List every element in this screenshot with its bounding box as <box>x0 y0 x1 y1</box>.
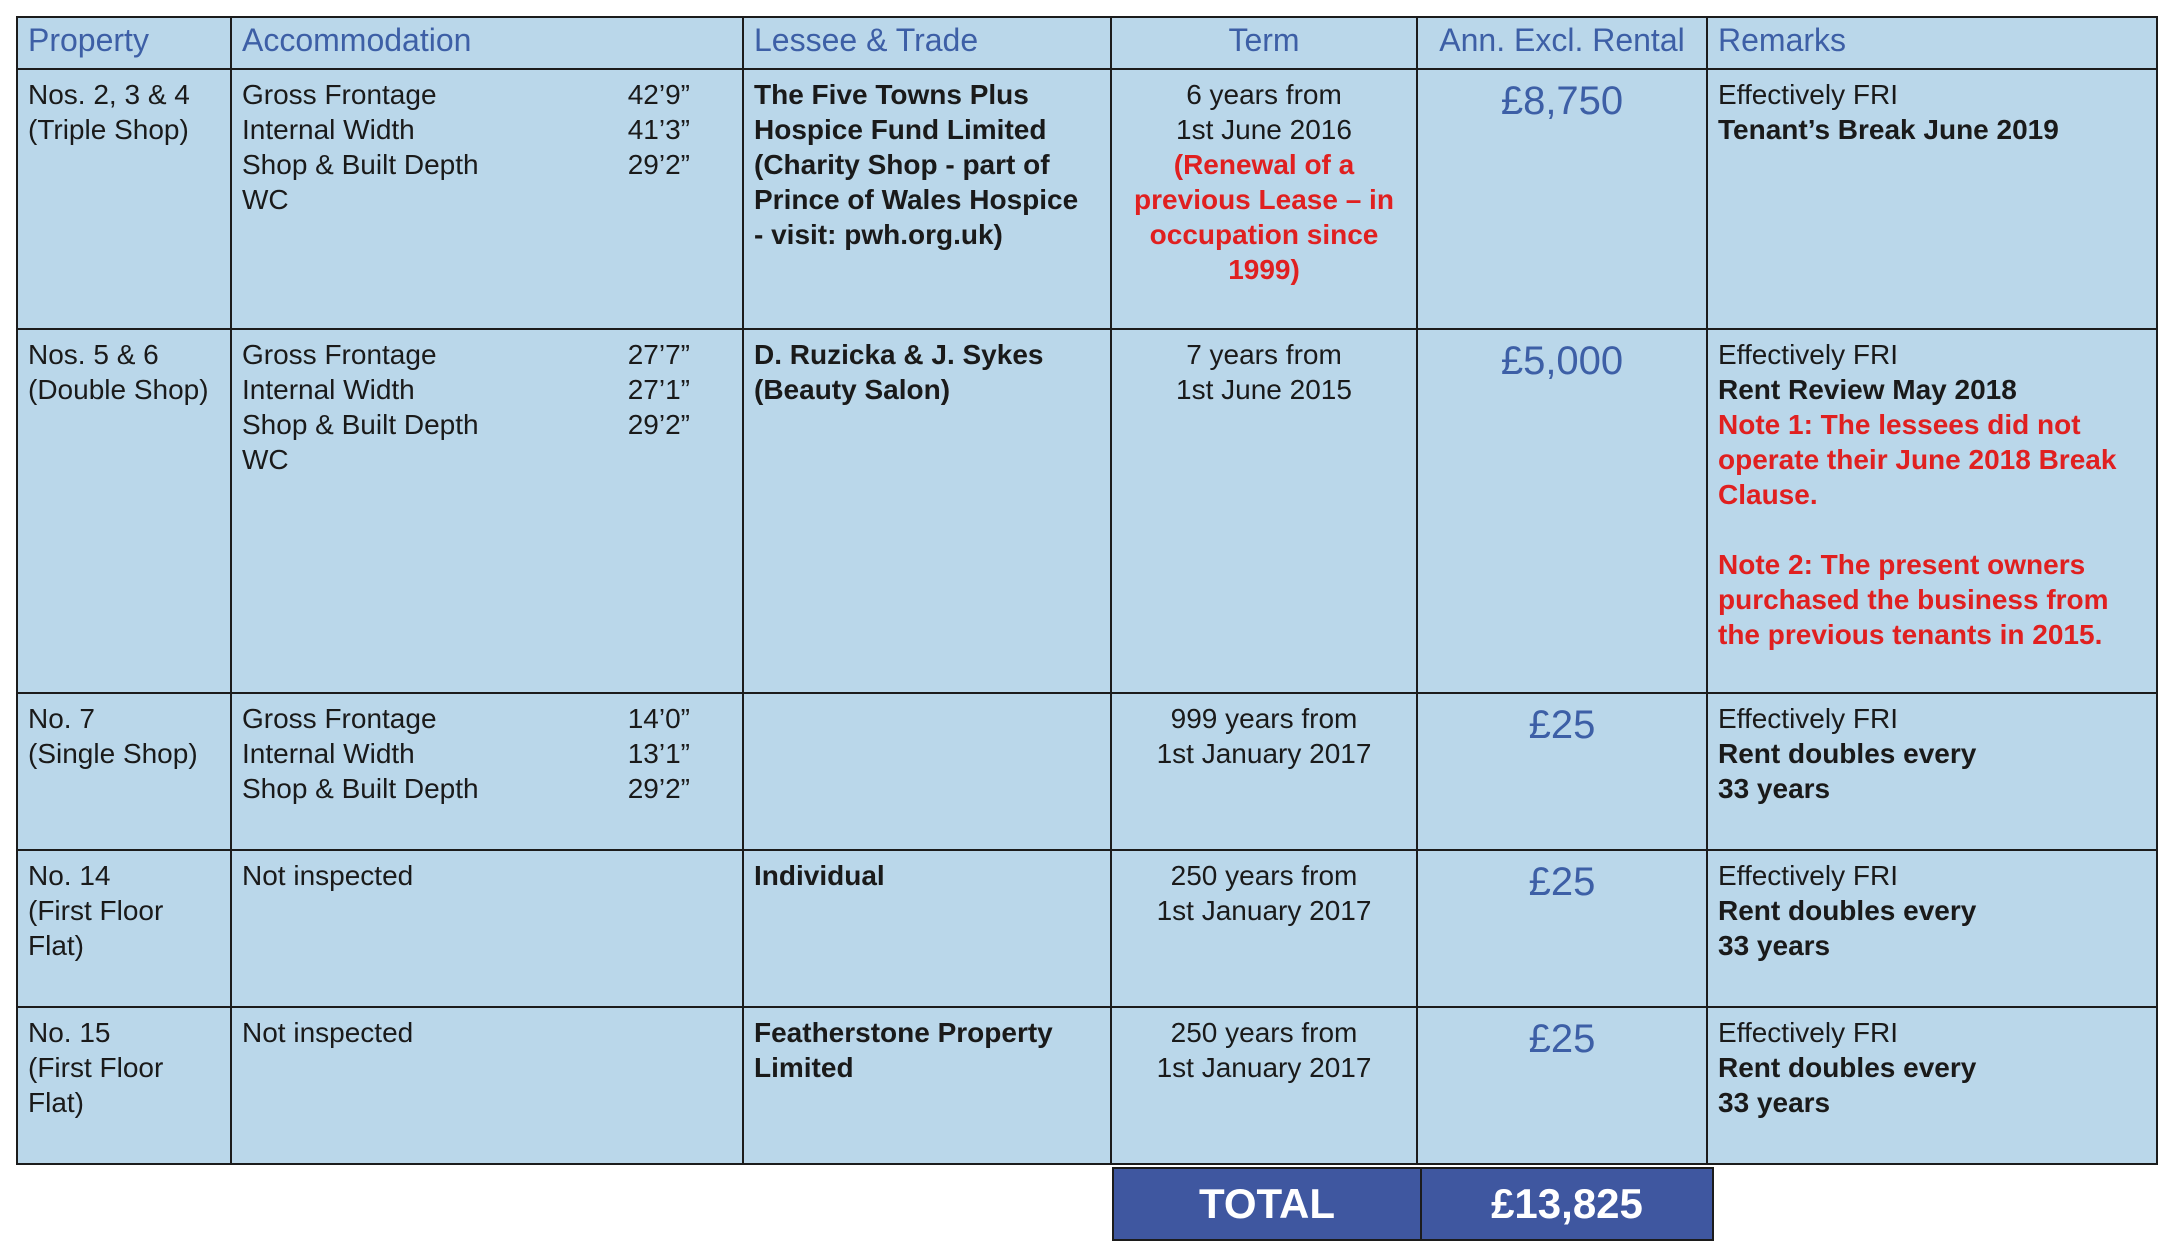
total-bar <box>1112 1167 1714 1241</box>
header-row <box>17 17 2157 69</box>
lessee-line: Featherstone Property <box>754 1017 1053 1048</box>
remarks-cell <box>1707 693 2157 850</box>
term-line: 7 years from <box>1186 339 1342 370</box>
remarks-plain: Effectively FRI <box>1718 339 1898 370</box>
remarks-bold: Rent doubles every <box>1718 738 1977 769</box>
rental-cell <box>1417 329 1707 693</box>
property-line: (First Floor <box>28 895 164 926</box>
property-cell <box>17 850 231 1007</box>
term-note-line: occupation since <box>1149 219 1379 250</box>
remarks-bold: 33 years <box>1718 773 1831 804</box>
lessee-line: (Charity Shop - part of <box>754 149 1050 180</box>
header-accommodation: Accommodation <box>231 17 743 69</box>
accommodation-cell <box>231 850 743 1007</box>
table-row <box>17 693 2157 850</box>
term-cell <box>1111 69 1417 329</box>
accommodation-label: WC <box>242 184 289 215</box>
rental-value: £5,000 <box>1500 339 1624 383</box>
remarks-bold: 33 years <box>1718 930 1831 961</box>
accommodation-label: Internal Width <box>242 738 415 769</box>
accommodation-item <box>242 736 732 771</box>
accommodation-cell <box>231 69 743 329</box>
remarks-bold: 33 years <box>1718 1087 1831 1118</box>
table-row <box>17 69 2157 329</box>
rental-cell <box>1417 69 1707 329</box>
rental-value: £25 <box>1528 860 1596 904</box>
accommodation-item <box>242 771 732 806</box>
table-row <box>17 329 2157 693</box>
note-line: operate their June 2018 Break <box>1718 444 2117 475</box>
accommodation-item <box>242 372 732 407</box>
remarks-bold: Rent doubles every <box>1718 1052 1977 1083</box>
property-line: (Double Shop) <box>28 374 209 405</box>
note-line: purchased the business from <box>1718 584 2109 615</box>
rental-cell <box>1417 1007 1707 1164</box>
tenancy-schedule-table <box>16 16 2158 1165</box>
accommodation-item <box>242 407 732 442</box>
lessee-cell <box>743 850 1111 1007</box>
header-property: Property <box>17 17 231 69</box>
accommodation-label: Shop & Built Depth <box>242 409 479 440</box>
accommodation-item <box>242 77 732 112</box>
note-line: the previous tenants in 2015. <box>1718 619 2103 650</box>
remarks-plain: Effectively FRI <box>1718 79 1898 110</box>
term-line: 1st January 2017 <box>1156 1052 1372 1083</box>
term-cell <box>1111 329 1417 693</box>
term-note-line: previous Lease – in <box>1134 184 1394 215</box>
note-line: Clause. <box>1718 479 1818 510</box>
accommodation-label: Gross Frontage <box>242 339 437 370</box>
accommodation-item <box>242 147 732 182</box>
accommodation-label: Shop & Built Depth <box>242 149 479 180</box>
term-line: 250 years from <box>1170 860 1358 891</box>
lessee-line: Hospice Fund Limited <box>754 114 1047 145</box>
property-line: (First Floor <box>28 1052 164 1083</box>
accommodation-item <box>242 858 732 893</box>
accommodation-value: 27’1” <box>627 374 690 405</box>
accommodation-cell <box>231 693 743 850</box>
property-cell <box>17 329 231 693</box>
accommodation-label: WC <box>242 444 289 475</box>
accommodation-label: Internal Width <box>242 374 415 405</box>
rental-cell <box>1417 693 1707 850</box>
accommodation-label: Internal Width <box>242 114 415 145</box>
accommodation-item <box>242 701 732 736</box>
rental-cell <box>1417 850 1707 1007</box>
term-line: 1st January 2017 <box>1156 895 1372 926</box>
accommodation-value: 29’2” <box>627 149 690 180</box>
lessee-line: The Five Towns Plus <box>754 79 1029 110</box>
property-cell <box>17 1007 231 1164</box>
header-rental: Ann. Excl. Rental <box>1417 17 1707 69</box>
term-note-line: (Renewal of a <box>1173 149 1355 180</box>
term-line: 1st June 2015 <box>1176 374 1352 405</box>
term-cell <box>1111 850 1417 1007</box>
accommodation-item <box>242 182 732 217</box>
remarks-bold: Rent Review May 2018 <box>1718 374 2017 405</box>
note-line: Note 2: The present owners <box>1718 549 2086 580</box>
lessee-cell <box>743 329 1111 693</box>
header-term: Term <box>1111 17 1417 69</box>
term-cell <box>1111 693 1417 850</box>
remarks-plain: Effectively FRI <box>1718 860 1898 891</box>
term-line: 1st January 2017 <box>1156 738 1372 769</box>
total-label: TOTAL <box>1114 1169 1422 1239</box>
accommodation-value: 42’9” <box>627 79 690 110</box>
lessee-cell <box>743 69 1111 329</box>
accommodation-value: 13’1” <box>627 738 690 769</box>
remarks-plain: Effectively FRI <box>1718 1017 1898 1048</box>
property-line: (Single Shop) <box>28 738 198 769</box>
property-line: (Triple Shop) <box>28 114 189 145</box>
lessee-line: (Beauty Salon) <box>754 374 951 405</box>
lessee-cell <box>743 1007 1111 1164</box>
remarks-plain: Effectively FRI <box>1718 703 1898 734</box>
property-cell <box>17 693 231 850</box>
total-value: £13,825 <box>1491 1180 1643 1227</box>
property-line: Nos. 5 & 6 <box>28 339 159 370</box>
accommodation-value: 41’3” <box>627 114 690 145</box>
property-line: No. 15 <box>28 1017 111 1048</box>
header-remarks: Remarks <box>1707 17 2157 69</box>
accommodation-label: Not inspected <box>242 1017 414 1048</box>
accommodation-value: 27’7” <box>627 339 690 370</box>
rental-value: £8,750 <box>1500 79 1624 123</box>
accommodation-label: Gross Frontage <box>242 703 437 734</box>
term-cell <box>1111 1007 1417 1164</box>
note-line: Note 1: The lessees did not <box>1718 409 2081 440</box>
rental-value: £25 <box>1528 1017 1596 1061</box>
remarks-cell <box>1707 1007 2157 1164</box>
accommodation-cell <box>231 1007 743 1164</box>
property-line: Flat) <box>28 1087 84 1118</box>
lessee-line: Individual <box>754 860 885 891</box>
accommodation-value: 14’0” <box>627 703 690 734</box>
table-row <box>17 850 2157 1007</box>
note-spacer <box>1718 512 2146 547</box>
header-lessee: Lessee & Trade <box>743 17 1111 69</box>
term-line: 999 years from <box>1170 703 1358 734</box>
accommodation-item <box>242 442 732 477</box>
accommodation-item <box>242 1015 732 1050</box>
lessee-cell <box>743 693 1111 850</box>
accommodation-item <box>242 112 732 147</box>
lessee-line: D. Ruzicka & J. Sykes <box>754 339 1044 370</box>
property-cell <box>17 69 231 329</box>
table-row <box>17 1007 2157 1164</box>
accommodation-label: Gross Frontage <box>242 79 437 110</box>
remarks-bold: Tenant’s Break June 2019 <box>1718 114 2059 145</box>
remarks-cell <box>1707 69 2157 329</box>
property-line: Nos. 2, 3 & 4 <box>28 79 190 110</box>
remarks-cell <box>1707 850 2157 1007</box>
lessee-line: Limited <box>754 1052 854 1083</box>
property-line: No. 7 <box>28 703 95 734</box>
property-line: No. 14 <box>28 860 111 891</box>
accommodation-cell <box>231 329 743 693</box>
accommodation-value: 29’2” <box>627 773 690 804</box>
property-line: Flat) <box>28 930 84 961</box>
term-line: 250 years from <box>1170 1017 1358 1048</box>
accommodation-value: 29’2” <box>627 409 690 440</box>
remarks-cell <box>1707 329 2157 693</box>
lessee-line: Prince of Wales Hospice <box>754 184 1079 215</box>
accommodation-item <box>242 337 732 372</box>
term-line: 6 years from <box>1186 79 1342 110</box>
remarks-bold: Rent doubles every <box>1718 895 1977 926</box>
lessee-line: - visit: pwh.org.uk) <box>754 219 1003 250</box>
accommodation-label: Not inspected <box>242 860 414 891</box>
rental-value: £25 <box>1528 703 1596 747</box>
accommodation-label: Shop & Built Depth <box>242 773 479 804</box>
term-note-line: 1999) <box>1228 254 1300 285</box>
term-line: 1st June 2016 <box>1176 114 1352 145</box>
